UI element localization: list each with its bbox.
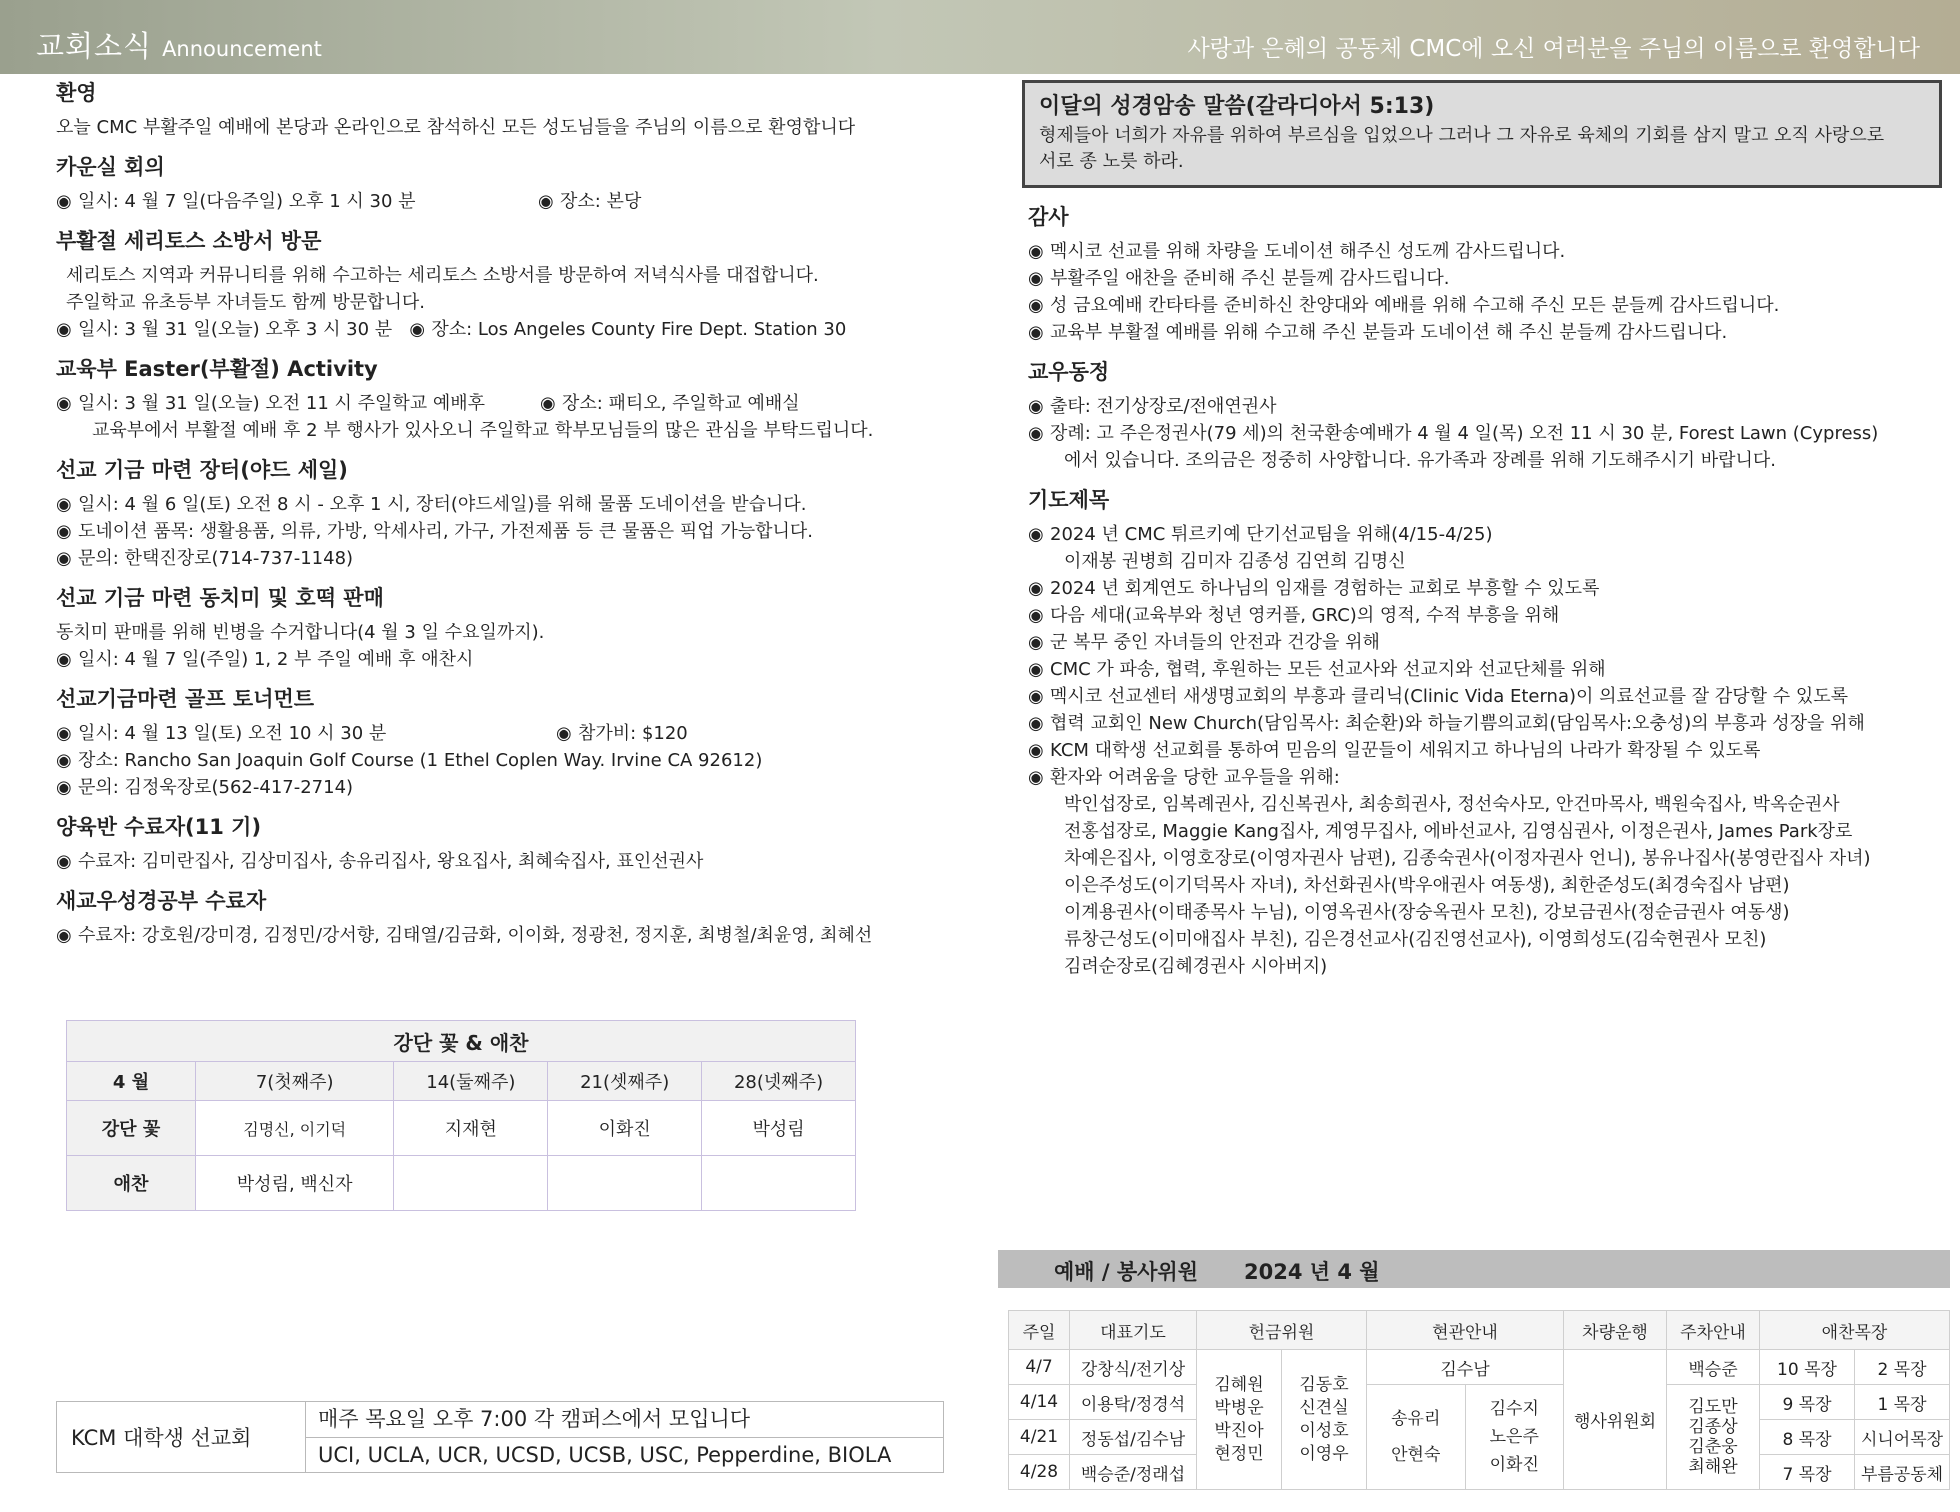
sick-list-line: 김려순장로(김혜경권사 시아버지) xyxy=(1064,956,1328,977)
bullet-icon: ◉ xyxy=(1028,322,1044,343)
meal-group: 1 목장 xyxy=(1855,1385,1950,1420)
fire-visit-line1: 세리토스 지역과 커뮤니티를 위해 수고하는 세리토스 소방서를 방문하여 저녁식사를 대접합니다. xyxy=(66,265,819,286)
bullet-icon: ◉ xyxy=(56,191,72,212)
bullet-icon: ◉ xyxy=(538,191,554,212)
list-item xyxy=(1028,575,1948,602)
usher-name: 안현숙 xyxy=(1391,1445,1441,1465)
sick-list-line: 이은주성도(이기덕목사 자녀), 차선화권사(박우애권사 여동생), 최한준성도(최경숙집사 남편) xyxy=(1064,875,1790,896)
table-row xyxy=(67,1156,856,1211)
new-members-text: 수료자: 강호원/강미경, 김정민/강서향, 김태열/김금화, 이이화, 정광천, 정지훈, 최병철/최윤영, 최혜선 xyxy=(78,925,873,946)
easter-activity-place: 장소: 패티오, 주일학교 예배실 xyxy=(562,393,800,414)
offering-name: 김동호 xyxy=(1299,1374,1349,1395)
bullet-icon: ◉ xyxy=(1028,524,1044,545)
sunday-date: 4/14 xyxy=(1009,1385,1070,1420)
meal-group: 2 목장 xyxy=(1855,1350,1950,1385)
sunday-date: 4/7 xyxy=(1009,1350,1070,1385)
bullet-icon: ◉ xyxy=(56,777,72,798)
prayer-sick-title: 환자와 어려움을 당한 교우들을 위해: xyxy=(1050,767,1340,788)
usher-group-a xyxy=(1367,1385,1466,1490)
bullet-icon: ◉ xyxy=(1028,767,1044,788)
fire-visit-date: 일시: 3 월 31 일(오늘) 오후 3 시 30 분 xyxy=(78,319,393,340)
list-item xyxy=(1028,683,1948,710)
column-header: 차량운행 xyxy=(1564,1311,1667,1350)
easter-activity-heading: 교육부 Easter(부활절) Activity xyxy=(56,357,378,381)
sick-list-line: 류창근성도(이미애집사 부친), 김은경선교사(김진영선교사), 이영희성도(김숙현권사 모친) xyxy=(1064,929,1767,950)
welcome-section xyxy=(56,78,976,141)
table-cell: 지재현 xyxy=(394,1101,548,1156)
offering-name: 박진아 xyxy=(1214,1420,1264,1441)
prayer-leader: 정동섭/김수남 xyxy=(1070,1420,1197,1455)
bullet-icon: ◉ xyxy=(56,723,72,744)
service-bar xyxy=(998,1250,1950,1288)
memory-verse-box xyxy=(1022,80,1942,188)
sick-list-line: 이계용권사(이태종목사 누님), 이영옥권사(장숭옥권사 모친), 강보금권사(정순금권사 여동생) xyxy=(1064,902,1790,923)
golf-date: 일시: 4 월 13 일(토) 오전 10 시 30 분 xyxy=(78,723,387,744)
parking-name: 김종상 xyxy=(1688,1417,1738,1437)
dongchimi-heading: 선교 기금 마련 동치미 및 호떡 판매 xyxy=(56,586,384,610)
section-title xyxy=(36,24,322,65)
thanks-section xyxy=(1028,202,1948,346)
list-item xyxy=(1028,602,1948,629)
council-place: 장소: 본당 xyxy=(560,191,642,212)
parking-name: 백승준 xyxy=(1667,1350,1760,1385)
table-cell: 이화진 xyxy=(548,1101,702,1156)
memory-verse-line1: 형제들아 너희가 자유를 위하여 부르심을 입었으나 그러나 그 자유로 육체의 기회를 삼지 말고 오직 사랑으로 xyxy=(1039,125,1885,146)
sunday-date: 4/28 xyxy=(1009,1455,1070,1490)
column-header: 애찬목장 xyxy=(1760,1311,1950,1350)
flowers-month: 4 월 xyxy=(67,1062,196,1101)
new-members-heading: 새교우성경공부 수료자 xyxy=(56,889,267,913)
sick-list-line: 박인섭장로, 임복례권사, 김신복권사, 최송희권사, 정선숙사모, 안건마목사, 백원숙집사, 박옥순권사 xyxy=(1064,794,1840,815)
parking-name: 김춘웅 xyxy=(1688,1437,1738,1457)
offering-group-b xyxy=(1282,1350,1367,1490)
bullet-icon: ◉ xyxy=(409,319,426,340)
prayer-team-names: 이재봉 권병희 김미자 김종성 김연희 김명신 xyxy=(1064,551,1406,572)
bullet-icon: ◉ xyxy=(56,548,72,569)
prayer-leader: 강창식/전기상 xyxy=(1070,1350,1197,1385)
table-cell: 박성림 xyxy=(702,1101,856,1156)
usher-name: 김수지 xyxy=(1489,1399,1539,1419)
bullet-icon: ◉ xyxy=(1028,241,1044,262)
bullet-icon: ◉ xyxy=(1028,740,1044,761)
parking-name: 최해완 xyxy=(1688,1457,1738,1477)
offering-name: 이영우 xyxy=(1299,1443,1349,1464)
welcome-text: 오늘 CMC 부활주일 예배에 본당과 온라인으로 참석하신 모든 성도님들을 주님의 이름으로 환영합니다 xyxy=(56,117,856,138)
prayer-item: KCM 대학생 선교회를 통하여 믿음의 일꾼들이 세워지고 하나님의 나라가 확장될 수 있도록 xyxy=(1050,740,1761,761)
council-section xyxy=(56,152,976,215)
yard-sale-heading: 선교 기금 마련 장터(야드 세일) xyxy=(56,458,348,482)
usher-name: 송유리 xyxy=(1391,1409,1441,1429)
offering-group-a xyxy=(1197,1350,1282,1490)
list-item xyxy=(1028,710,1948,737)
column-header: 대표기도 xyxy=(1070,1311,1197,1350)
thanks-heading: 감사 xyxy=(1028,205,1069,229)
usher-name: 이화진 xyxy=(1489,1455,1539,1475)
easter-activity-section xyxy=(56,354,976,444)
offering-name: 김혜원 xyxy=(1214,1374,1264,1395)
flowers-week: 14(둘째주) xyxy=(394,1062,548,1101)
flowers-week: 28(넷째주) xyxy=(702,1062,856,1101)
nurture-section xyxy=(56,812,976,875)
table-row xyxy=(1009,1385,1950,1420)
news-funeral: 장례: 고 주은정권사(79 세)의 천국환송예배가 4 월 4 일(목) 오전 11 시 30 분, Forest Lawn (Cypress) xyxy=(1050,423,1879,444)
offering-name: 박병운 xyxy=(1214,1397,1264,1418)
table-cell xyxy=(394,1156,548,1211)
bullet-icon: ◉ xyxy=(1028,423,1044,444)
nurture-text: 수료자: 김미란집사, 김상미집사, 송유리집사, 왕요집사, 최혜숙집사, 표인선권사 xyxy=(78,851,704,872)
service-bar-title: 예배 / 봉사위원 xyxy=(1054,1260,1199,1284)
parking-group xyxy=(1667,1385,1760,1490)
service-table xyxy=(1008,1310,1950,1490)
title-korean: 교회소식 xyxy=(36,29,153,63)
offering-name: 이성호 xyxy=(1299,1420,1349,1441)
flowers-table-caption: 강단 꽃 & 애찬 xyxy=(67,1021,856,1062)
vehicle-team: 행사위원회 xyxy=(1564,1350,1667,1490)
prayer-item: 2024 년 회계연도 하나님의 임재를 경험하는 교회로 부흥할 수 있도록 xyxy=(1050,578,1600,599)
right-column xyxy=(1028,78,1948,991)
bullet-icon: ◉ xyxy=(56,649,72,670)
easter-activity-note: 교육부에서 부활절 예배 후 2 부 행사가 있사오니 주일학교 학부모님들의 많은 관심을 부탁드립니다. xyxy=(92,420,874,441)
bullet-icon: ◉ xyxy=(56,750,72,771)
prayer-item: 다음 세대(교육부와 청년 영커플, GRC)의 영적, 수적 부흥을 위해 xyxy=(1050,605,1560,626)
thanks-item: 교육부 부활절 예배를 위해 수고해 주신 분들과 도네이션 해 주신 분들께 감사드립니다. xyxy=(1050,322,1728,343)
welcome-heading: 환영 xyxy=(56,81,97,105)
table-cell: 박성림, 백신자 xyxy=(196,1156,394,1211)
list-item xyxy=(1028,292,1948,319)
table-row xyxy=(1009,1350,1950,1385)
bullet-icon: ◉ xyxy=(1028,295,1044,316)
table-row xyxy=(67,1101,856,1156)
column-header: 헌금위원 xyxy=(1197,1311,1367,1350)
usher-group-b xyxy=(1465,1385,1564,1490)
list-item xyxy=(1028,521,1948,548)
golf-section xyxy=(56,684,976,801)
council-date: 일시: 4 월 7 일(다음주일) 오후 1 시 30 분 xyxy=(78,191,416,212)
memory-verse-line2: 서로 종 노릇 하라. xyxy=(1039,151,1184,172)
kcm-name: KCM 대학생 선교회 xyxy=(57,1402,306,1472)
sick-list-line: 전홍섭장로, Maggie Kang집사, 계영무집사, 에바선교사, 김영심권사, 이정은권사, James Park장로 xyxy=(1064,821,1853,842)
list-item xyxy=(1028,265,1948,292)
meal-group: 7 목장 xyxy=(1760,1455,1855,1490)
bullet-icon: ◉ xyxy=(56,494,72,515)
prayer-item: 협력 교회인 New Church(담임목사: 최순환)와 하늘기쁨의교회(담임목사:오충성)의 부흥과 성장을 위해 xyxy=(1050,713,1865,734)
yard-sale-items: 도네이션 품목: 생활용품, 의류, 가방, 악세사리, 가구, 가전제품 등 큰 물품은 픽업 가능합니다. xyxy=(78,521,814,542)
golf-heading: 선교기금마련 골프 토너먼트 xyxy=(56,687,315,711)
list-item xyxy=(1028,764,1948,791)
usher-name: 김수남 xyxy=(1367,1350,1564,1385)
prayer-item: 군 복무 중인 자녀들의 안전과 건강을 위해 xyxy=(1050,632,1380,653)
prayer-item: 멕시코 선교센터 새생명교회의 부흥과 클리닉(Clinic Vida Eterna)이 의료선교를 잘 감당할 수 있도록 xyxy=(1050,686,1849,707)
column-header: 주차안내 xyxy=(1667,1311,1760,1350)
easter-activity-date: 일시: 3 월 31 일(오늘) 오전 11 시 주일학교 예배후 xyxy=(78,393,486,414)
parking-name: 김도만 xyxy=(1688,1397,1738,1417)
flowers-table xyxy=(66,1020,856,1211)
offering-name: 신견실 xyxy=(1299,1397,1349,1418)
bullet-icon: ◉ xyxy=(1028,659,1044,680)
fire-visit-place: 장소: Los Angeles County Fire Dept. Station 30 xyxy=(431,319,847,340)
sick-list-line: 차예은집사, 이영호장로(이영자권사 남편), 김종숙권사(이정자권사 언니), 봉유나집사(봉영란집사 자녀) xyxy=(1064,848,1871,869)
sunday-date: 4/21 xyxy=(1009,1420,1070,1455)
list-item xyxy=(1028,656,1948,683)
yard-sale-date: 일시: 4 월 6 일(토) 오전 8 시 - 오후 1 시, 장터(야드세일)를 위해 물품 도네이션을 받습니다. xyxy=(78,494,807,515)
service-bar-month: 2024 년 4 월 xyxy=(1244,1260,1380,1284)
column-header: 현관안내 xyxy=(1367,1311,1564,1350)
prayer-heading: 기도제목 xyxy=(1028,488,1110,512)
prayer-leader: 이용탁/정경석 xyxy=(1070,1385,1197,1420)
thanks-item: 부활주일 애찬을 준비해 주신 분들께 감사드립니다. xyxy=(1050,268,1450,289)
dongchimi-date: 일시: 4 월 7 일(주일) 1, 2 부 주일 예배 후 애찬시 xyxy=(78,649,474,670)
column-header: 주일 xyxy=(1009,1311,1070,1350)
kcm-campuses: UCI, UCLA, UCR, UCSD, UCSB, USC, Pepperdine, BIOLA xyxy=(318,1443,892,1467)
bullet-icon: ◉ xyxy=(1028,578,1044,599)
bullet-icon: ◉ xyxy=(56,319,72,340)
table-cell xyxy=(548,1156,702,1211)
news-funeral-cont: 에서 있습니다. 조의금은 정중히 사양합니다. 유가족과 장례를 위해 기도해주시기 바랍니다. xyxy=(1064,450,1777,471)
flowers-week: 7(첫째주) xyxy=(196,1062,394,1101)
row-label: 애찬 xyxy=(67,1156,196,1211)
bullet-icon: ◉ xyxy=(556,723,572,744)
council-heading: 카운실 회의 xyxy=(56,155,165,179)
fire-visit-heading: 부활절 세리토스 소방서 방문 xyxy=(56,229,322,253)
news-trip: 출타: 전기상장로/전애연권사 xyxy=(1050,396,1277,417)
prayer-item: 2024 년 CMC 튀르키예 단기선교팀을 위해(4/15-4/25) xyxy=(1050,524,1493,545)
meal-group: 부름공동체 xyxy=(1855,1455,1950,1490)
left-column xyxy=(56,78,976,960)
prayer-item: CMC 가 파송, 협력, 후원하는 모든 선교사와 선교지와 선교단체를 위해 xyxy=(1050,659,1606,680)
table-cell xyxy=(702,1156,856,1211)
meal-group: 8 목장 xyxy=(1760,1420,1855,1455)
meal-group: 10 목장 xyxy=(1760,1350,1855,1385)
offering-name: 현정민 xyxy=(1214,1443,1264,1464)
kcm-meeting: 매주 목요일 오후 7:00 각 캠퍼스에서 모입니다 xyxy=(306,1402,943,1438)
table-cell: 김명신, 이기덕 xyxy=(196,1101,394,1156)
thanks-item: 멕시코 선교를 위해 차량을 도네이션 해주신 성도께 감사드립니다. xyxy=(1050,241,1566,262)
bullet-icon: ◉ xyxy=(56,851,72,872)
yard-sale-section xyxy=(56,455,976,572)
meal-group: 시니어목장 xyxy=(1855,1420,1950,1455)
bullet-icon: ◉ xyxy=(1028,632,1044,653)
list-item xyxy=(1028,238,1948,265)
news-section xyxy=(1028,357,1948,474)
flowers-week: 21(셋째주) xyxy=(548,1062,702,1101)
list-item xyxy=(1028,629,1948,656)
prayer-section xyxy=(1028,485,1948,980)
bullet-icon: ◉ xyxy=(540,393,556,414)
golf-fee: 참가비: $120 xyxy=(578,723,688,744)
usher-name: 노은주 xyxy=(1489,1427,1539,1447)
list-item xyxy=(1028,319,1948,346)
title-english: Announcement xyxy=(162,37,322,61)
thanks-item: 성 금요예배 칸타타를 준비하신 찬양대와 예배를 위해 수고해 주신 모든 분들께 감사드립니다. xyxy=(1050,295,1780,316)
bullet-icon: ◉ xyxy=(56,393,72,414)
header-bar xyxy=(0,0,1960,74)
bullet-icon: ◉ xyxy=(1028,268,1044,289)
memory-verse-title: 이달의 성경암송 말씀(갈라디아서 5:13) xyxy=(1039,94,1435,119)
bullet-icon: ◉ xyxy=(56,925,72,946)
fire-visit-section xyxy=(56,226,976,343)
meal-group: 9 목장 xyxy=(1760,1385,1855,1420)
list-item xyxy=(1028,737,1948,764)
bullet-icon: ◉ xyxy=(1028,396,1044,417)
row-label: 강단 꽃 xyxy=(67,1101,196,1156)
bullet-icon: ◉ xyxy=(1028,686,1044,707)
new-members-section xyxy=(56,886,976,949)
kcm-box xyxy=(56,1401,944,1473)
prayer-leader: 백승준/정래섭 xyxy=(1070,1455,1197,1490)
news-heading: 교우동정 xyxy=(1028,360,1110,384)
welcome-banner: 사랑과 은혜의 공동체 CMC에 오신 여러분을 주님의 이름으로 환영합니다 xyxy=(1187,36,1920,62)
yard-sale-contact: 문의: 한택진장로(714-737-1148) xyxy=(78,548,354,569)
fire-visit-line2: 주일학교 유초등부 자녀들도 함께 방문합니다. xyxy=(66,292,425,313)
dongchimi-section xyxy=(56,583,976,673)
bullet-icon: ◉ xyxy=(1028,713,1044,734)
golf-place: 장소: Rancho San Joaquin Golf Course (1 Ethel Coplen Way. Irvine CA 92612) xyxy=(78,750,763,771)
nurture-heading: 양육반 수료자(11 기) xyxy=(56,815,262,839)
bullet-icon: ◉ xyxy=(1028,605,1044,626)
dongchimi-text: 동치미 판매를 위해 빈병을 수거합니다(4 월 3 일 수요일까지). xyxy=(56,622,545,643)
bullet-icon: ◉ xyxy=(56,521,72,542)
golf-contact: 문의: 김정욱장로(562-417-2714) xyxy=(78,777,354,798)
